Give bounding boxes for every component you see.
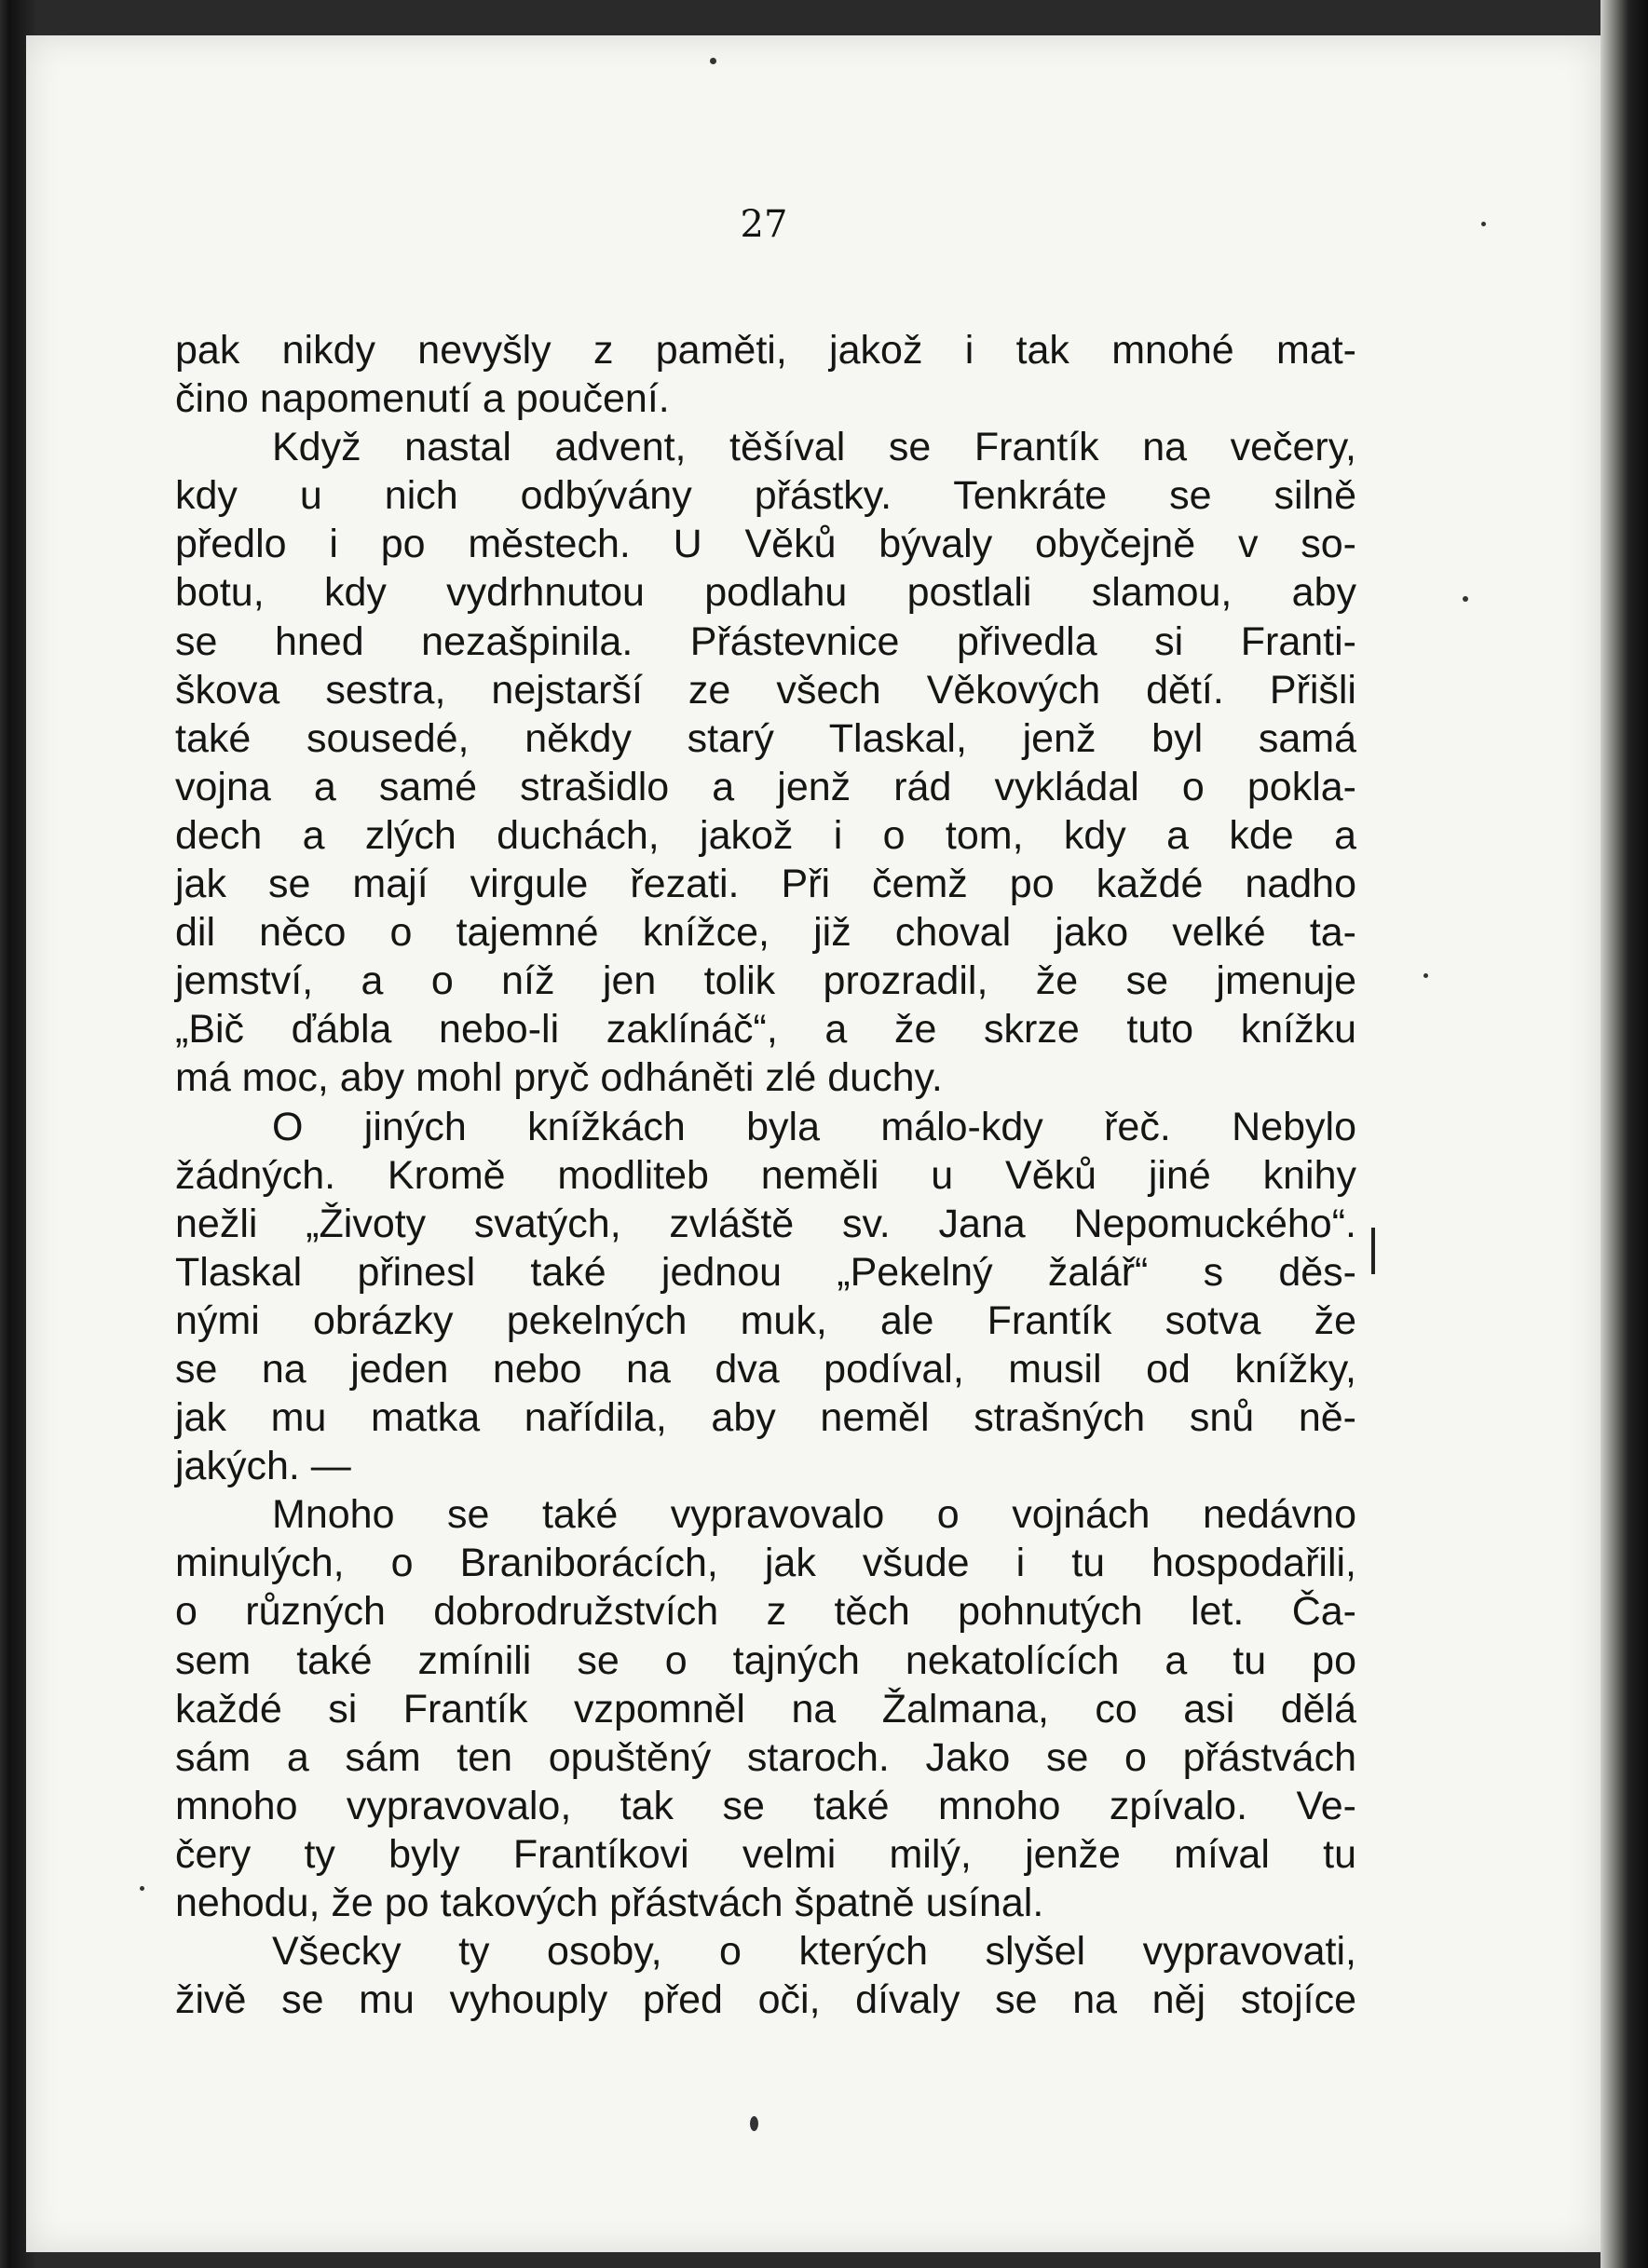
text-line: čino napomenutí a poučení.	[175, 376, 670, 422]
text-line: jakých. —	[175, 1444, 351, 1489]
text-line: jak se mají virgule řezati. Při čemž po každé nadho	[175, 862, 1356, 907]
text-line: se hned nezašpinila. Přástevnice přivedla si Franti-	[175, 618, 1356, 664]
text-line: Tlaskal přinesl také jednou „Pekelný žalář“ s děs-	[175, 1249, 1356, 1295]
text-line: škova sestra, nejstarší ze všech Věkových dětí. Přišli	[175, 667, 1356, 713]
text-line: předlo i po městech. U Věků bývaly obyčejně v so-	[175, 522, 1356, 567]
text-line: nežli „Životy svatých, zvláště sv. Jana Nepomuckého“.	[175, 1201, 1356, 1246]
text-line: o různých dobrodružstvích z těch pohnutých let. Ča-	[175, 1589, 1356, 1635]
text-line: vojna a samé strašidlo a jenž rád vykládal o pokla-	[175, 764, 1356, 809]
ink-speck	[710, 58, 716, 64]
body-text	[175, 326, 1356, 2024]
text-line: jemství, a o níž jen tolik prozradil, že se jmenuje	[175, 958, 1356, 1004]
text-line: kdy u nich odbývány přástky. Tenkráte se silně	[175, 473, 1356, 519]
text-line: „Bič ďábla nebo-li zaklínáč“, a že skrze tuto knížku	[175, 1007, 1356, 1053]
text-line: se na jeden nebo na dva podíval, musil od knížky,	[175, 1346, 1356, 1392]
text-line: Mnoho se také vypravovalo o vojnách nedávno	[272, 1492, 1356, 1538]
text-line: čery ty byly Frantíkovi velmi milý, jenže míval tu	[175, 1831, 1356, 1877]
ink-speck	[140, 1886, 144, 1891]
ink-speck	[1481, 222, 1486, 226]
text-line: nými obrázky pekelných muk, ale Frantík sotva že	[175, 1297, 1356, 1343]
page-number: 27	[740, 203, 788, 246]
ink-speck	[750, 2116, 758, 2131]
text-line: dech a zlých duchách, jakož i o tom, kdy a kde a	[175, 812, 1356, 858]
ink-speck	[1463, 596, 1468, 602]
text-line: jak mu matka nařídila, aby neměl strašných snů ně-	[175, 1395, 1356, 1441]
text-line: botu, kdy vydrhnutou podlahu postlali slamou, aby	[175, 570, 1356, 616]
text-line: Všecky ty osoby, o kterých slyšel vypravovati,	[272, 1929, 1356, 1975]
text-line: pak nikdy nevyšly z paměti, jakož i tak mnohé mat-	[175, 328, 1356, 373]
text-line: žádných. Kromě modliteb neměli u Věků jiné knihy	[175, 1152, 1356, 1198]
text-line: O jiných knížkách byla málo-kdy řeč. Nebylo	[272, 1104, 1356, 1149]
text-line: mnoho vypravovalo, tak se také mnoho zpívalo. Ve-	[175, 1783, 1356, 1828]
text-line: také sousedé, někdy starý Tlaskal, jenž byl samá	[175, 715, 1356, 761]
page-edge-shadow	[1600, 0, 1648, 2268]
text-line: minulých, o Braniborácích, jak všude i tu hospodařili,	[175, 1541, 1356, 1586]
text-line: každé si Frantík vzpomněl na Žalmana, co asi dělá	[175, 1686, 1356, 1732]
margin-mark	[1371, 1228, 1375, 1274]
ink-speck	[1423, 973, 1428, 978]
text-line: sám a sám ten opuštěný staroch. Jako se o přástvách	[175, 1734, 1356, 1780]
text-line: sem také zmínili se o tajných nekatolících a tu po	[175, 1637, 1356, 1683]
text-line: živě se mu vyhouply před oči, dívaly se na něj stojíce	[175, 1977, 1356, 2023]
text-line: má moc, aby mohl pryč odháněti zlé duchy.	[175, 1055, 943, 1101]
text-line: Když nastal advent, těšíval se Frantík na večery,	[272, 425, 1356, 470]
text-line: nehodu, že po takových přástvách špatně usínal.	[175, 1881, 1044, 1925]
text-line: dil něco o tajemné knížce, již choval jako velké ta-	[175, 910, 1356, 956]
